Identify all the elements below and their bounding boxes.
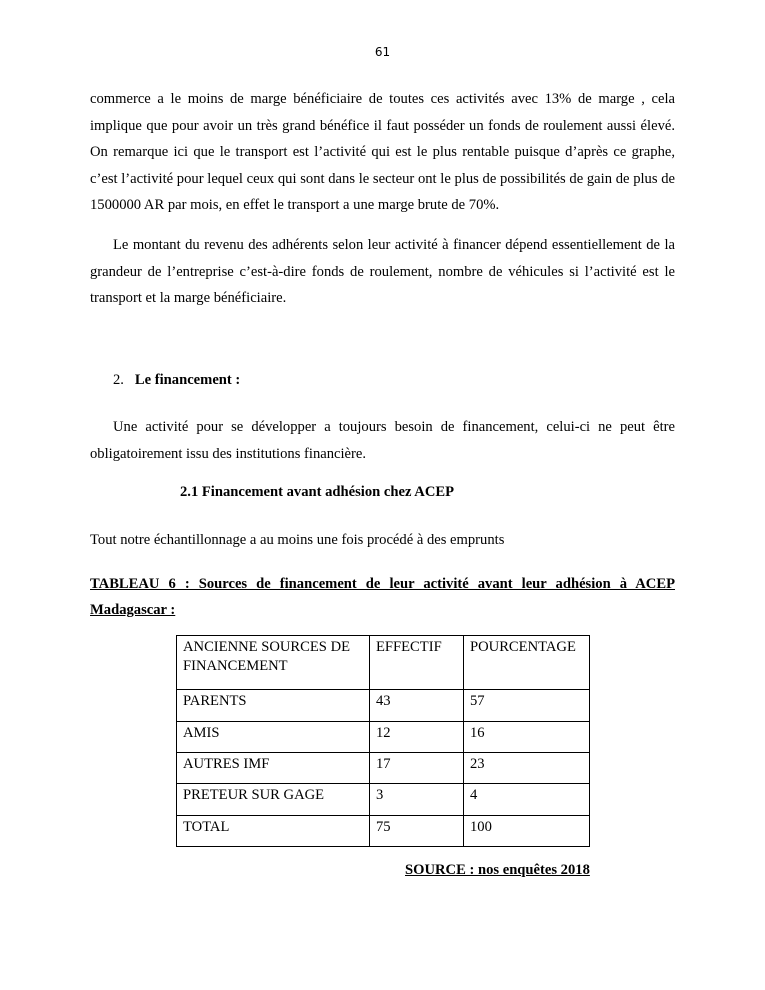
table-cell-source: AUTRES IMF xyxy=(177,753,370,784)
header-cell-pourcentage: POURCENTAGE xyxy=(464,636,590,690)
table-cell-effectif: 17 xyxy=(370,753,464,784)
table-cell-effectif: 12 xyxy=(370,722,464,753)
header-cell-effectif: EFFECTIF xyxy=(370,636,464,690)
section-heading xyxy=(113,372,240,389)
table-cell-pourcentage: 57 xyxy=(464,690,590,722)
table-cell-source: PRETEUR SUR GAGE xyxy=(177,784,370,816)
table-cell-source: TOTAL xyxy=(177,816,370,847)
table-row xyxy=(177,753,590,784)
table-cell-effectif: 75 xyxy=(370,816,464,847)
table-title: TABLEAU 6 : Sources de financement de leur activité avant leur adhésion à ACEP Madagascar : xyxy=(90,576,675,618)
table-cell-effectif: 43 xyxy=(370,690,464,722)
page-number: 61 xyxy=(374,45,391,59)
table-cell-pourcentage: 16 xyxy=(464,722,590,753)
paragraph-commerce-margin: commerce a le moins de marge bénéficiaire de toutes ces activités avec 13% de marge , cela implique que pour avoir un très grand bénéfice il faut posséder un fonds de roulement aussi élevé. On remarque ici que le transport est l’activité qui est le plus rentable puisque d’après ce graphe, c’est l’activité pour lequel ceux qui sont dans le secteur ont le plus de possibilités de gain de plus de 1500000 AR par mois, en effet le transport a une marge brute de 70%. xyxy=(90,91,675,213)
table-cell-pourcentage: 100 xyxy=(464,816,590,847)
table-source: SOURCE : nos enquêtes 2018 xyxy=(405,862,590,878)
table-header-row xyxy=(177,636,590,690)
header-cell-source: ANCIENNE SOURCES DE FINANCEMENT xyxy=(177,636,370,690)
section-number: 2. xyxy=(113,372,124,388)
table-row xyxy=(177,690,590,722)
financing-sources-table xyxy=(176,635,590,847)
table-row-total xyxy=(177,816,590,847)
table-row xyxy=(177,784,590,816)
table-row xyxy=(177,722,590,753)
paragraph-financing-need: Une activité pour se développer a toujours besoin de financement, celui-ci ne peut être obligatoirement issu des institutions financière. xyxy=(90,419,675,462)
table-cell-source: AMIS xyxy=(177,722,370,753)
table-cell-pourcentage: 23 xyxy=(464,753,590,784)
section-title: Le financement : xyxy=(134,372,241,388)
table-cell-pourcentage: 4 xyxy=(464,784,590,816)
table-cell-effectif: 3 xyxy=(370,784,464,816)
subsection-heading: 2.1 Financement avant adhésion chez ACEP xyxy=(180,484,455,500)
paragraph-sampling: Tout notre échantillonnage a au moins une fois procédé à des emprunts xyxy=(90,532,505,548)
table-cell-source: PARENTS xyxy=(177,690,370,722)
paragraph-revenue-amount: Le montant du revenu des adhérents selon leur activité à financer dépend essentiellement de la grandeur de l’entreprise c’est-à-dire fonds de roulement, nombre de véhicules si l’activité est le transport et la marge bénéficiaire. xyxy=(90,237,675,306)
